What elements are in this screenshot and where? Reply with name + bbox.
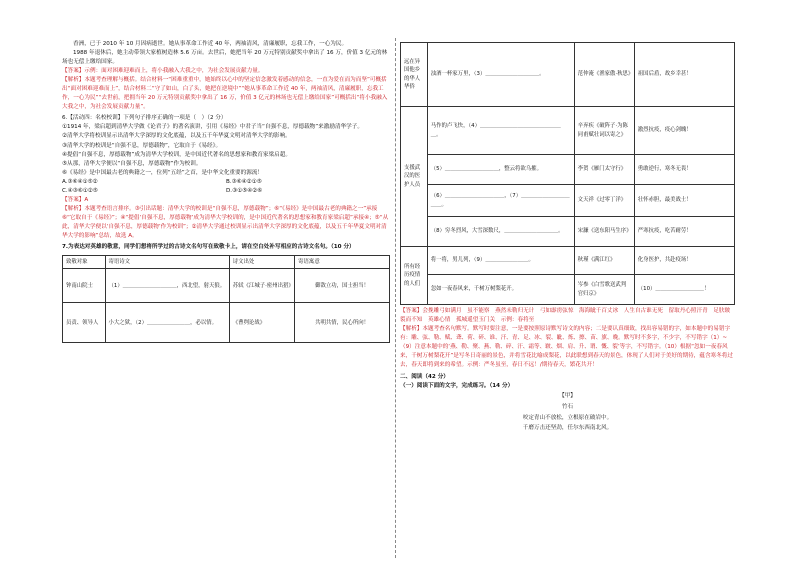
q6-options-row [62, 178, 390, 187]
poem-title: 竹石 [561, 404, 574, 411]
answer-q6: 【答案】A [62, 196, 89, 203]
right-column [400, 42, 735, 434]
table-cell: （1）＿＿＿＿＿＿＿＿＿＿，西北望，射天狼。 [105, 269, 229, 303]
analysis-q7: 【解析】本题考查名句默写。默写时要注意，一是要按照原诗默写诗文的内容；二是要认真细致，找出容易错的字，如本题中的易错字有：雕、弦、勒、赋、聋、荷、碎、谁、汗、青、足、冰、裂、眦、炼、擦、苗、旗、晚。默写时不多字，不少字，不写错字（1）~（9）注意本题中的‘燕、勒、聚、燕、勒、碎、汗、霜等、皲、烟、肩、升、谓、慨、裂’等字，不写错字。（10）根据“忽如一夜春风来，千树万树梨花开”是写冬日奇丽的景色，并将雪花比喻成梨花，以此联想到春天的景色，体现了人们对于美好的期待，蕴含寒冬将过去，春天即将到来的希望。示例：严冬虽至，春日不远！/期待春天，繁花共开！ [400, 326, 733, 369]
table-header-cell: 诗文出处 [229, 256, 294, 269]
table-cell: 将一将，男儿列，（9）＿＿＿＿＿＿＿＿。 [427, 247, 574, 275]
table-cell: 所有经历疫情的人们 [401, 247, 428, 305]
answer-q7: 【答案】会挽雕弓如满月 虽不能察 燕然未勒归无计 弓如霹雳弦惊 海海眦千百丈冰 人生自古谁无死 留取丹心照汗青 足肤皲裂而不知 英雄心情 孤城遥望玉门关 示例：春将至 [400, 308, 731, 324]
answer-q5: 【答案】示例：面对困难迎难而上，将小我融入大我之中，为社会发展贡献力量。 [62, 68, 264, 75]
table-row [401, 107, 735, 155]
table-cell: 辛弃疾《破阵子·为陈同甫赋壮词以寄之》 [574, 107, 634, 155]
q6-option-b: B.③⑥④②①⑤ [226, 178, 262, 185]
table-cell: 苏轼《江城子·密州出猎》 [229, 269, 294, 303]
q6-option-c: C.④③⑥①②⑤ [62, 187, 98, 194]
table-header-cell: 致敬对象 [63, 256, 106, 269]
q6-item: ④提倡“自强不息，厚德载物”成为清华大学校训，是中国近代著名的思想家和教育家梁启超。 [62, 151, 291, 158]
table-row [401, 275, 735, 305]
q6-item: ②清华大学将校训显示出清华大学深厚的文化底蕴，以及五千年华夏文明对清华大学的影响。 [62, 133, 291, 140]
table-cell: 小大之狱，（2）＿＿＿＿＿＿＿＿，必以情。 [105, 303, 229, 343]
poem-block [400, 391, 735, 434]
intro-paragraph: 1988 年退休后，她主动带领大家植树造林 5.6 万亩。去世后，她把当年 20 万元特别贡献奖中拿出了 16 万，价值 3 亿元的林场也无偿上缴给国家。 [62, 50, 388, 66]
table-cell: 员责、领导人 [63, 303, 106, 343]
q7-table-right [400, 42, 735, 305]
table-cell: 激烈抗疫，疫心剑魄！ [634, 107, 734, 155]
analysis-q5: 【解析】本题考查理解与概括。结合材料一“困难重重中，她始终以心中的坚定信念激发着感动的信念，一直为爱在而为而坚”可概括出“面对困难迎难而上”，结合材料二“守了如山，白了头，她把在逆境中”“她从事革命工作近 40 年，两袖清风，清廉履职，忘我工作，一心为民”“去世前，把拥当年 20 万元特别贡献奖中拿出了 16 万，价值 3 亿元的林场也无偿上缴给国家”可概括出“将小我融入大我之中，为社会发展贡献力量”。 [62, 77, 388, 111]
table-cell: 马作的卢飞快，（4）＿＿＿＿＿＿＿＿＿＿＿＿＿＿＿＿。 [427, 107, 574, 155]
q6-options-row [62, 187, 390, 196]
table-cell: （10）＿＿＿＿＿＿＿＿＿！ [634, 275, 734, 305]
table-cell: 钟南山院士 [63, 269, 106, 303]
poem-line: 咬定青山不放松，立根原在破岩中。 [522, 414, 613, 421]
table-row [63, 269, 390, 303]
table-cell: 严寒抗疫，吃苦耐劳！ [634, 217, 734, 247]
table-cell: 宋濂《送东阳马生序》 [574, 217, 634, 247]
table-cell: 御敌立功，国士担当！ [295, 269, 390, 303]
table-cell: 支援武汉的医护人员 [401, 107, 428, 247]
q7-table-left [62, 255, 390, 343]
section-title: 二、阅读（42 分） [400, 374, 449, 381]
table-header-cell: 寄语寓意 [295, 256, 390, 269]
table-cell: （6）＿＿＿＿＿＿＿＿＿＿＿，（7）＿＿＿＿＿＿＿＿＿＿＿。 [427, 185, 574, 217]
table-cell: 文天祥《过零丁洋》 [574, 185, 634, 217]
q7-title: 7.为表达对英雄的敬意，同学们想将所学过的古诗文名句写在致敬卡上，请在空白处补写相应的古诗文名句。（10 分） [62, 244, 355, 251]
q6-option-d: D.③①⑤④②⑥ [226, 187, 263, 194]
table-cell: 李贺《雁门太守行》 [574, 155, 634, 185]
table-cell: 岑参《白雪歌送武判官归京》 [574, 275, 634, 305]
q6-option-a: A.③⑥④①⑤② [62, 178, 98, 185]
table-row [401, 217, 735, 247]
table-header-row [63, 256, 390, 269]
column-divider [395, 38, 396, 558]
table-cell: 秋瑾《满江红》 [574, 247, 634, 275]
table-cell: 范仲淹《渔家傲·秋思》 [574, 43, 634, 107]
part-label: 【甲】 [559, 393, 576, 400]
q6-item: ⑤从那，清华大学便以“自强不息，厚德载物”作为校训。 [62, 160, 202, 167]
section-subtitle: （一）阅读下面的文字，完成练习。（14 分） [400, 383, 514, 390]
table-header-cell: 寄语诗文 [105, 256, 229, 269]
table-cell: （8）穷冬烈风，大雪深数尺，＿＿＿＿＿＿＿＿＿＿。 [427, 217, 574, 247]
poem-line: 千磨万击还坚劲，任尔东西南北风。 [522, 425, 613, 432]
table-cell: 勇敢逆行，寒冬无畏！ [634, 155, 734, 185]
table-cell: 共明共情，民心所向！ [295, 303, 390, 343]
left-column [62, 40, 390, 343]
analysis-q6: 【解析】本题考查语言排序。③引出话题：清华大学的校训是“自强不息，厚德载物”；⑥“《易经》是中国最古老的典籍之一”承接⑥“它取自于《易经》”；④“提倡‘自强不息，厚德载物’成为清华大学校训的，是中国近代著名的思想家和教育家梁启超”承接④；⑤“从此，清华大学便以‘自强不息，厚德载物’作为校训”；②清华大学通过校训显示出清华大学深厚的文化底蕴，以及五千年华夏文明对清华大学的影响”总结，故选 A。 [62, 205, 389, 239]
table-cell: 远在异国他乡的华人华侨 [401, 43, 428, 107]
q6-title: 6.【活动四：名校校训】下列句子排序正确的一项是（ ）（2 分） [62, 115, 227, 122]
table-row [63, 303, 390, 343]
table-row [401, 247, 735, 275]
table-cell: 《曹刿论战》 [229, 303, 294, 343]
table-cell: 化身医护，共赴疫场！ [634, 247, 734, 275]
q6-item: ①1914 年，梁启超到清华大学做《论君子》的著名演讲，引用《易经》中君子当“自强不息，厚德载物”来激励清华学子。 [62, 124, 363, 131]
q6-item: ⑥《易经》是中国最古老的典籍之一，位列“五经”之首，是中华文化重要的源流！ [62, 169, 263, 176]
table-cell: 忽如一夜春风来，千树万树梨花开。 [427, 275, 574, 305]
table-cell: （5）＿＿＿＿＿＿＿＿＿＿，整云将欲乌摧。 [427, 155, 574, 185]
table-row [401, 155, 735, 185]
q6-item: ③清华大学的校训是“自强不息，厚德载物”，它取自于《易经》。 [62, 142, 222, 149]
table-cell: 祖国后盾，故乡幸甚！ [634, 43, 734, 107]
table-cell: 壮怀赤胆，最美战士！ [634, 185, 734, 217]
table-cell: 浊酒一杯家万里，（3）＿＿＿＿＿＿＿＿＿＿。 [427, 43, 574, 107]
intro-paragraph: 香洲，已于 2010 年 10 月因病逝世。她从事革命工作近 40 年，两袖清风，清廉履职，忘我工作，一心为民。 [73, 41, 348, 47]
table-row [401, 185, 735, 217]
table-row [401, 43, 735, 107]
